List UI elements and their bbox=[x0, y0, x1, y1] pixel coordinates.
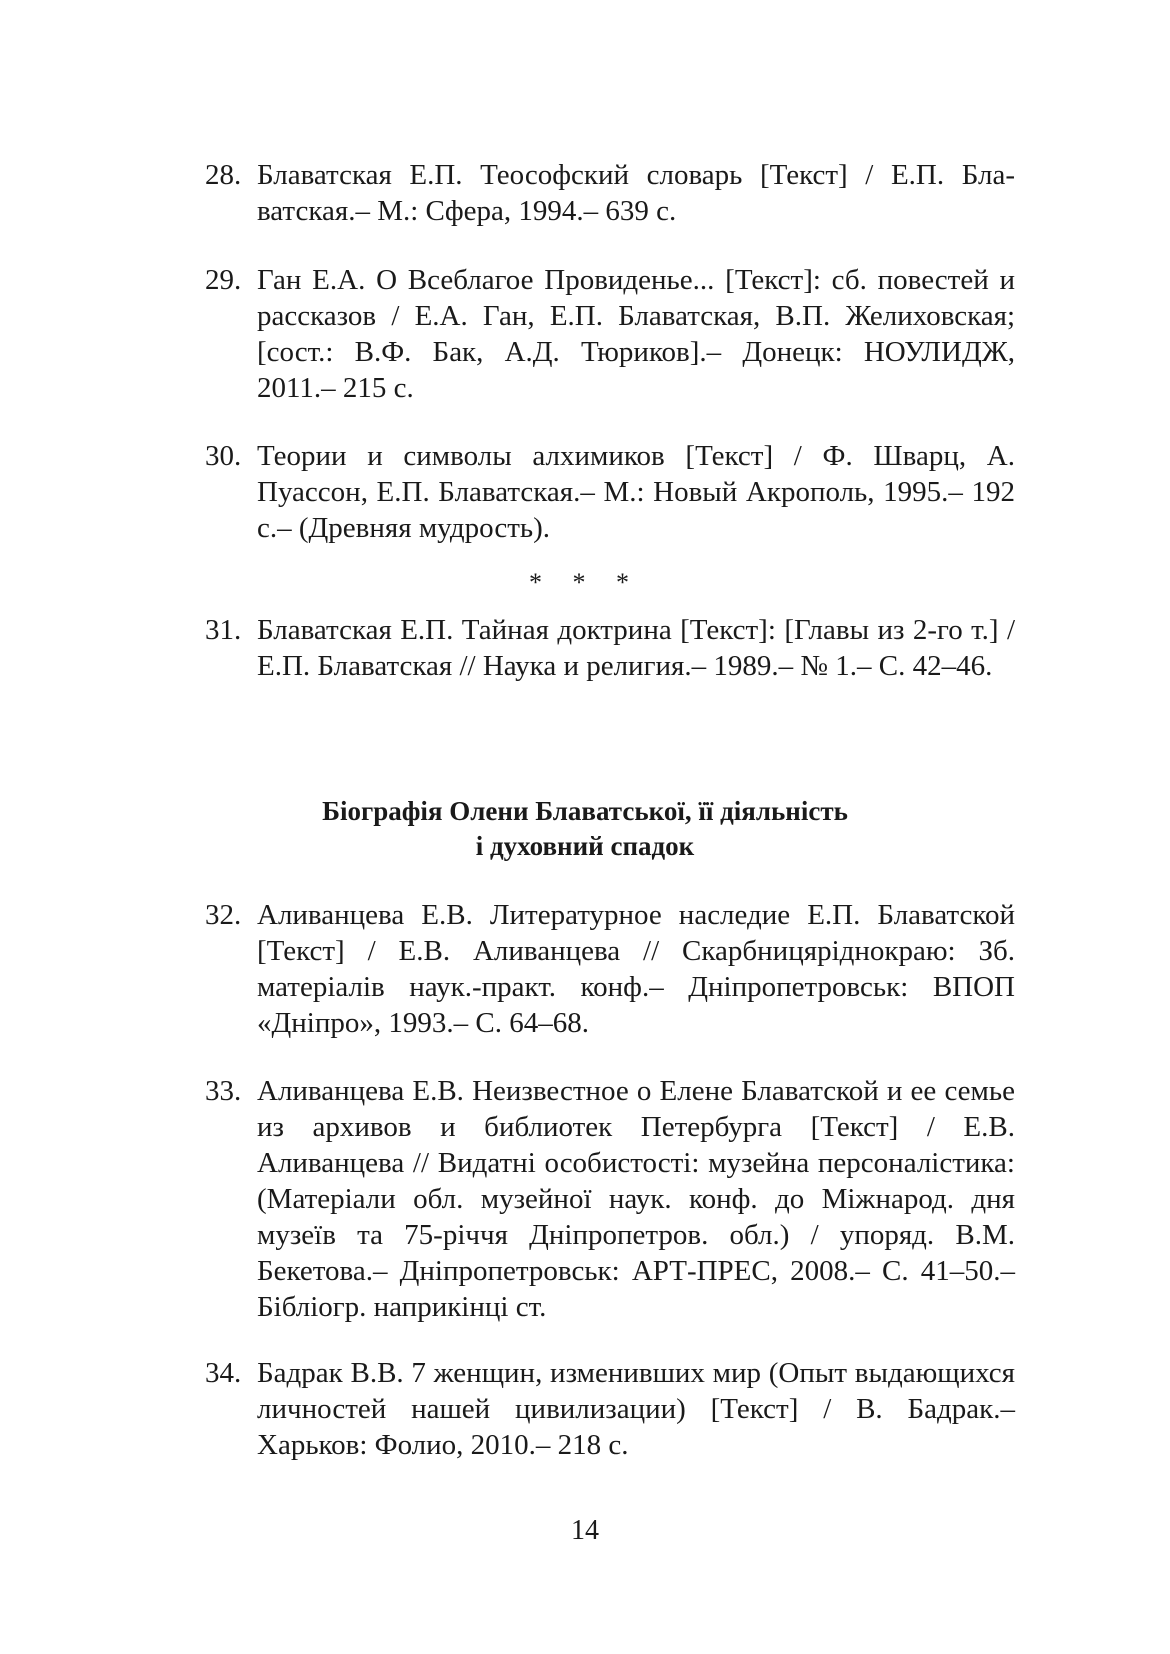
section-heading bbox=[0, 794, 1170, 864]
entry-text: Теории и символы алхимиков [Текст] / Ф. Шварц, А. Пуассон, Е.П. Блаватская.– М.: Новый Акрополь, 1995.– 192 с.– (Древняя мудрость). bbox=[257, 440, 1015, 544]
bibliography-entry-33 bbox=[205, 1073, 1015, 1325]
entry-number: 33. bbox=[205, 1075, 242, 1107]
bibliography-entry-29 bbox=[205, 262, 1015, 406]
bibliography-entry-30 bbox=[205, 438, 1015, 546]
section-separator: * * * bbox=[529, 568, 641, 597]
entry-number: 28. bbox=[205, 159, 242, 191]
entry-number: 30. bbox=[205, 440, 242, 472]
entry-number: 34. bbox=[205, 1357, 242, 1389]
entry-text: Ган Е.А. О Всеблагое Провиденье... [Текст]: сб. повестей и рассказов / Е.А. Ган, Е.П. Блаватская, В.П. Желиховская; [сост.: В.Ф. Бак, А.Д. Тюриков].– Донецк: НОУЛИДЖ, 2011.– 215 с. bbox=[257, 264, 1015, 404]
entry-text: Бадрак В.В. 7 женщин, изменивших мир (Опыт выдающихся личностей нашей цивилизации) [Текст] / В. Бадрак.– Харьков: Фолио, 2010.– 218 с. bbox=[257, 1357, 1015, 1461]
entry-text: Аливанцева Е.В. Неизвестное о Елене Блаватской и ее семье из архивов и библиотек Петербурга [Текст] / Е.В. Аливанцева // Видатні особистості: музейна персоналістика: (Матеріали обл. музейної наук. конф. до Міжнарод. дня музеїв та 75-річчя Дніпропетров. обл.) / упоряд. В.М. Бекетова.– Дніпропетровськ: АРТ-ПРЕС, 2008.– С. 41–50.– Бібліогр. наприкінці ст. bbox=[257, 1075, 1015, 1323]
bibliography-entry-28 bbox=[205, 157, 1015, 229]
entry-text: Блаватская Е.П. Тайная доктрина [Текст]: [Главы из 2-го т.] / Е.П. Блаватская // Наука и религия.– 1989.– № 1.– С. 42–46. bbox=[257, 614, 1015, 682]
entry-number: 29. bbox=[205, 264, 242, 296]
entry-number: 31. bbox=[205, 614, 242, 646]
entry-text: Аливанцева Е.В. Литературное наследие Е.П. Блаватской [Текст] / Е.В. Аливанцева // Скарбницяріднокраю: Зб. матеріалів наук.-практ. конф.– Дніпропетровськ: ВПОП «Дніпро», 1993.– С. 64–68. bbox=[257, 899, 1015, 1039]
bibliography-entry-31 bbox=[205, 612, 1015, 684]
section-heading-line-2: і духовний спадок bbox=[475, 831, 695, 861]
bibliography-entry-32 bbox=[205, 897, 1015, 1041]
entry-text: Блаватская Е.П. Теософский словарь [Текст] / Е.П. Блаватская.– М.: Сфера, 1994.– 639 с. bbox=[257, 159, 1015, 227]
page-number: 14 bbox=[571, 1515, 599, 1546]
bibliography-entry-34 bbox=[205, 1355, 1015, 1463]
entry-number: 32. bbox=[205, 899, 242, 931]
section-heading-line-1: Біографія Олени Блаватської, її діяльність bbox=[322, 796, 848, 826]
